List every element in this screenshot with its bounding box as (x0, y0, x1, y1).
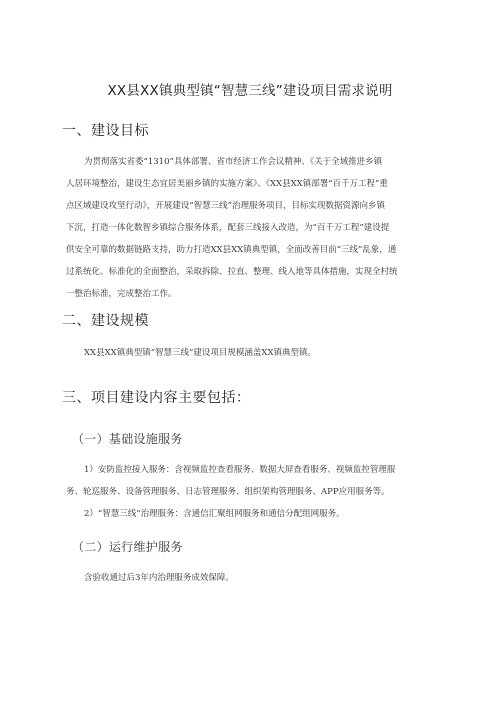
document-title: XX县XX镇典型镇“智慧三线”建设项目需求说明 (107, 83, 393, 99)
paragraph-line: 一整治标准，完成整治工作。 (66, 289, 177, 299)
section-body-goals (66, 151, 436, 305)
section-heading-goals: 一、建设目标 (62, 123, 149, 139)
paragraph-line: 含验收通过后3年内治理服务成效保障。 (84, 573, 234, 583)
paragraph-line: XX县XX镇典型镇“智慧三线”建设项目规模涵盖XX镇典型镇。 (84, 348, 317, 358)
section-body-scale (66, 342, 436, 364)
paragraph-line: 过系统化、标准化的全面整治，采取拆除、拉直、整理、线入地等具体措施，实现全村统 (66, 267, 398, 277)
paragraph-line: 1）安防监控接入服务：含视频监控查看服务、数据大屏查看服务、视频监控管理服 (84, 465, 396, 475)
subsection-heading-operations: （二）运行维护服务 (72, 540, 183, 554)
paragraph-line: 为贯彻落实省委“1310”具体部署、省市经济工作会议精神、《关于全域推进乡镇 (84, 157, 383, 167)
paragraph-line: 人居环境整治，建设生态宜居美丽乡镇的实施方案》、《XX县XX镇部署“百千万工程”重 (66, 179, 388, 189)
subsection-heading-infrastructure: （一）基础设施服务 (72, 432, 183, 446)
section-heading-scale: 二、建设规模 (62, 313, 149, 329)
paragraph-line: 2）“智慧三线”治理服务：含通信汇聚组网服务和通信分配组网服务。 (84, 509, 345, 519)
paragraph-line: 下沉，打造一体化数智乡镇综合服务体系，配套三线接入改造，为“百千万工程”建设提 (66, 223, 390, 233)
paragraph-line: 点区域建设攻坚行动》，开展建设“智慧三线”治理服务项目，目标实现数据资源向乡镇 (66, 201, 385, 211)
subsection-body-operations (66, 567, 436, 589)
paragraph-line: 供安全可靠的数据链路支持，助力打造XX县XX镇典型镇，全面改善目前“三线”乱象，通 (66, 245, 397, 255)
section-heading-content: 三、项目建设内容主要包括： (62, 390, 251, 406)
subsection-body-infrastructure (66, 459, 436, 525)
paragraph-line: 务、轮巡服务、设备管理服务、日志管理服务、组织架构管理服务、APP应用服务等。 (66, 487, 390, 497)
